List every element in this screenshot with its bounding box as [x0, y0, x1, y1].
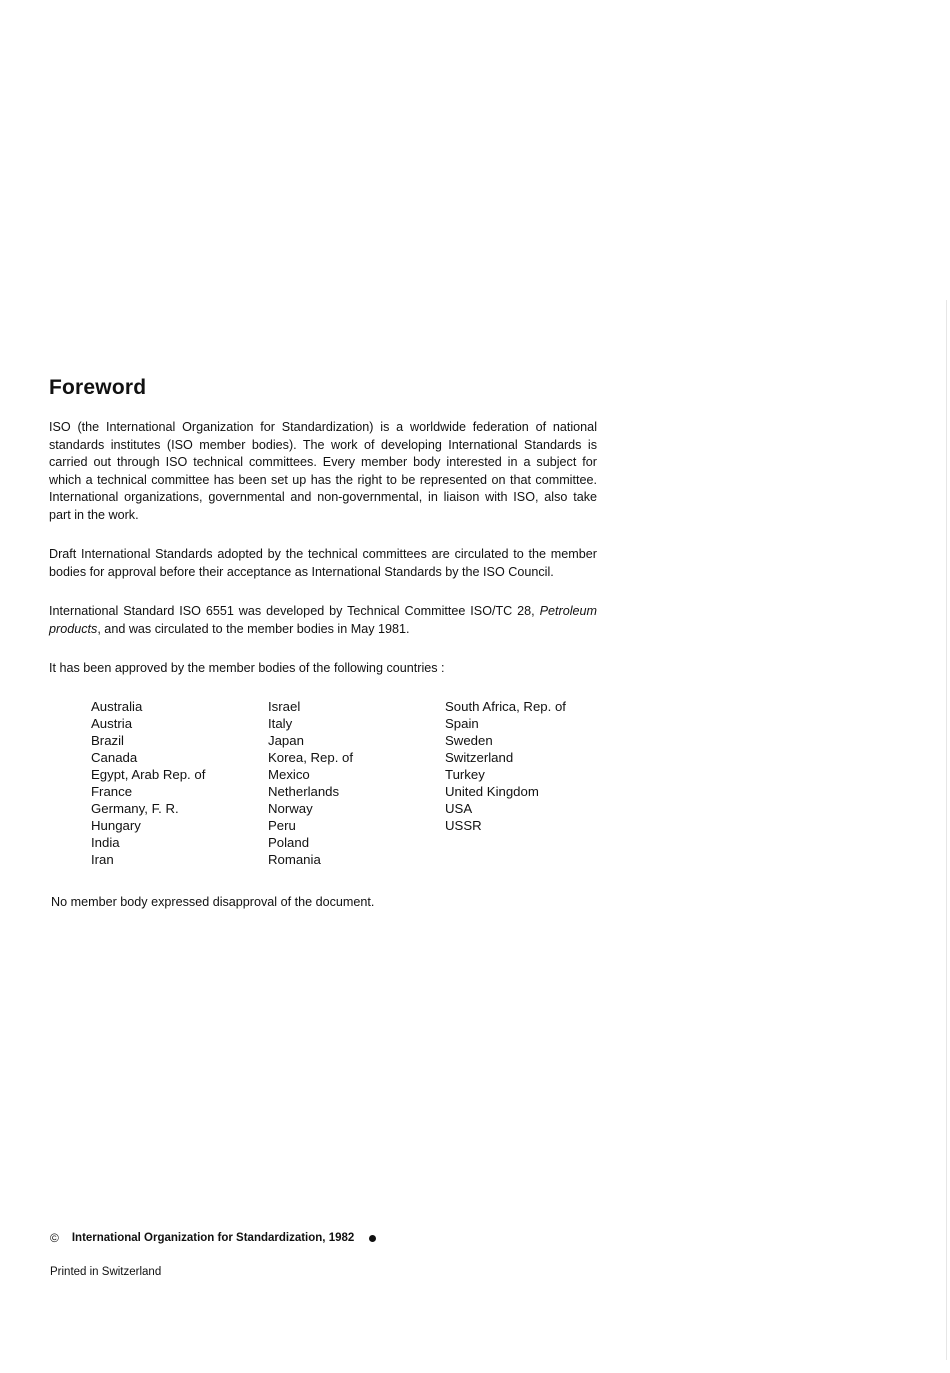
standard-info-text-start: International Standard ISO 6551 was developed by Technical Committee ISO/TC 28, — [49, 604, 540, 618]
footer — [50, 1230, 376, 1280]
country-item: USA — [445, 801, 473, 817]
country-item: Korea, Rep. of — [268, 749, 354, 765]
paragraph-iso-intro: ISO (the International Organization for Standardization) is a worldwide federation of national standards institutes (ISO member bodies). The work of developing International Standards is carried out through ISO technical committees. Every member body interested in a subject for which a technical committee has been set up has the right to be represented on that committee. International organizations, governmental and non-governmental, in liaison with ISO, also take part in the work. — [49, 420, 597, 522]
country-item: Spain — [445, 715, 479, 731]
paragraph-approval-intro: It has been approved by the member bodies of the following countries : — [49, 661, 445, 675]
copyright-icon: © — [50, 1231, 59, 1245]
country-item: Turkey — [445, 766, 485, 782]
page-title: Foreword — [49, 376, 147, 399]
printed-location: Printed in Switzerland — [50, 1266, 162, 1278]
country-item: United Kingdom — [445, 783, 539, 799]
foreword-section — [49, 374, 597, 911]
country-item: USSR — [445, 818, 482, 834]
country-item: Canada — [91, 749, 138, 765]
page-edge-line — [946, 300, 947, 1360]
country-item: Brazil — [91, 732, 124, 748]
country-item: India — [91, 835, 120, 851]
country-item: Austria — [91, 715, 133, 731]
country-column-3 — [445, 698, 566, 835]
country-item: South Africa, Rep. of — [445, 698, 566, 714]
copyright-line — [50, 1230, 376, 1246]
country-item: Germany, F. R. — [91, 801, 179, 817]
copyright-text: International Organization for Standardization, 1982 — [71, 1232, 355, 1244]
country-item: Italy — [268, 715, 293, 731]
country-item: Netherlands — [268, 783, 340, 799]
committee-title: Petroleum products — [49, 604, 597, 636]
country-item: Mexico — [268, 766, 310, 782]
country-item: Egypt, Arab Rep. of — [91, 766, 206, 782]
paragraph-no-disapproval: No member body expressed disapproval of the document. — [51, 894, 375, 909]
country-item: Australia — [91, 698, 143, 714]
country-item: Israel — [268, 698, 301, 714]
country-item: Norway — [268, 801, 313, 817]
paragraph-draft-standards: Draft International Standards adopted by the technical committees are circulated to the member bodies for approval before their acceptance as International Standards by the ISO Council. — [49, 547, 597, 579]
country-item: Romania — [268, 852, 321, 868]
paragraph-standard-info — [49, 603, 597, 638]
country-item: Iran — [91, 852, 114, 868]
country-list — [91, 698, 597, 870]
country-item: Switzerland — [445, 749, 514, 765]
country-column-1 — [91, 698, 205, 869]
bullet-icon — [369, 1235, 376, 1242]
country-item: Japan — [268, 732, 304, 748]
country-item: Hungary — [91, 818, 141, 834]
country-item: Peru — [268, 818, 296, 834]
country-item: Sweden — [445, 732, 493, 748]
standard-info-text-end: , and was circulated to the member bodies in May 1981. — [97, 621, 410, 636]
country-column-2 — [268, 698, 353, 869]
country-item: Poland — [268, 835, 310, 851]
country-item: France — [91, 783, 133, 799]
